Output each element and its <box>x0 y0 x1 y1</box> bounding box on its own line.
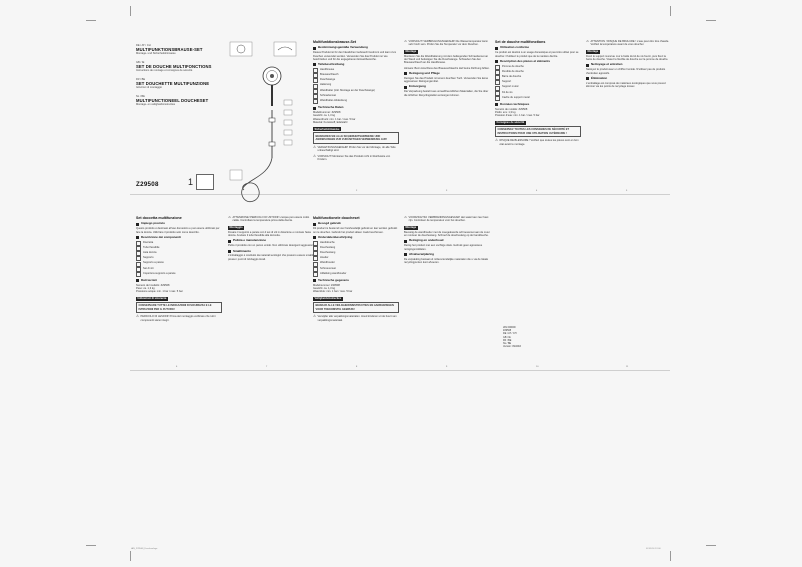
paragraph: Reinig het product met een vochtige doek. Gebruik geen agressieve reinigingsmiddelen. <box>404 244 483 251</box>
crop-mark <box>86 545 96 546</box>
safety-badge: Consignes de sécurité <box>496 121 525 125</box>
warning: ⚠ VERLETZUNGSGEFAHR! Prüfen Sie vor der Montage, ob alle Teile unbeschädigt sind. <box>313 145 396 153</box>
model-number: Z29508 <box>136 181 159 188</box>
panel-nl-2 <box>404 216 490 266</box>
language-code: FR / BE <box>136 78 146 81</box>
panel-it-1 <box>136 216 222 324</box>
paragraph: Bevestig de wandhouder met de meegeleverde schroevenset aan de muur en monteer de douchestang. Schroef de doucheslang op de handdouche. <box>404 230 490 238</box>
heading-square-icon <box>313 63 316 66</box>
tech-data: Modellnummer: Z29508 Gewicht: ca. 1,3 kg Wasserdruck: min. 1 bar / max. 5 bar Material: Kunststoff, Edelstahl <box>313 111 356 124</box>
heading-square-icon <box>313 236 316 239</box>
warning: ⚠ PERICOLO DI LESIONI! Prima del montaggio verificare che tutti i componenti siano integri. <box>136 314 216 322</box>
list-item: Douchestang <box>313 251 399 256</box>
page-number: 6 <box>176 366 178 368</box>
paragraph: De verpakking bestaat uit milieuvriendelijke materialen die u via de lokale recyclingpunten kunt afvoeren. <box>404 257 489 264</box>
list-item: Pomme de douche <box>495 65 581 70</box>
warning-triangle-icon: ⚠ <box>313 314 317 319</box>
panel-nl-1 <box>313 216 399 324</box>
subsection-heading: Technische Daten <box>313 106 399 110</box>
parts-list <box>313 241 399 277</box>
section-heading: Multifunktionsbrause-Set <box>313 40 357 44</box>
crop-mark <box>670 6 671 16</box>
safety-badge: Sicherheitshinweise <box>314 127 340 131</box>
section-badge: Montage <box>587 50 599 54</box>
safety-notice-box: BEWAHREN SIE ALLE SICHERHEITSHINWEISE UND ANWEISUNGEN ZUR ZUKÜNFTIGEN VERWENDUNG AUF! <box>313 132 399 144</box>
list-item: Schraubenset <box>313 94 399 99</box>
heading-square-icon <box>136 223 139 226</box>
list-item: Wandhalter-Abdeckung <box>313 99 399 104</box>
heading-square-icon <box>228 240 231 243</box>
heading-square-icon <box>228 250 231 253</box>
page-number: 7 <box>266 366 268 368</box>
product-title: SET DE DOUCHE MULTIFONCTIONS <box>136 64 212 69</box>
subsection-heading: Nettoyage et entretien <box>586 63 672 67</box>
warning-triangle-icon: ⚠ <box>404 40 408 43</box>
subsection-heading: Reiniging en onderhoud <box>404 239 490 243</box>
crop-mark <box>706 545 716 546</box>
paragraph: Questo prodotto è destinato all'uso domestico e può essere utilizzato per fare la doccia. Utilizzare il prodotto solo come descritto. <box>136 227 220 234</box>
heading-square-icon <box>313 279 316 282</box>
cover-image-box <box>196 174 214 190</box>
list-item: Wandhouder <box>313 261 399 266</box>
list-item: Wandhalter (inkl. Montage an der Duschstange) <box>313 89 399 94</box>
list-item: Duschstange <box>313 78 399 83</box>
fold-rule <box>130 370 670 371</box>
subsection-heading: Onderdelenbeschrijving <box>313 236 399 240</box>
heading-square-icon <box>495 47 498 50</box>
heading-square-icon <box>404 240 407 243</box>
list-item: Schroevenset <box>313 267 399 272</box>
warning-triangle-icon: ⚠ <box>586 40 590 43</box>
subsection-heading: Dati tecnici <box>136 279 222 283</box>
warning: ⚠ ATTENZIONE! PERICOLO DI USTIONI! L'acqua può essere molto calda. Controllare la temperatura prima della doccia. <box>228 216 310 223</box>
note: Hinweis: Beim Anschluss des Brauseschlauchs darf keine Dichtung fehlen. <box>404 66 490 70</box>
page-number: 10 <box>536 366 539 368</box>
list-item: Supporto <box>136 256 222 261</box>
tech-data: Modelnummer: Z29508 Gewicht: ca. 1,3 kg Waterdruk: min. 1 bar / max. 5 bar <box>313 283 353 294</box>
list-item: Afdekking wandhouder <box>313 272 399 277</box>
list-item: Doucheslang <box>313 246 399 251</box>
panel-fr-1 <box>495 40 581 148</box>
print-slug: IAN_Z29508_Druckvorlage <box>131 548 158 550</box>
paragraph: Dieses Produkt ist für den häuslichen Gebrauch bestimmt und kann zum Duschen verwendet werden. Verwenden Sie das Produkt nur wie beschrieben und für die angegebenen Einsatzbereiche. <box>313 51 397 61</box>
paragraph: Nettoyez le produit avec un chiffon humide. N'utilisez pas de produits d'entretien agressifs. <box>586 68 666 75</box>
parts-list <box>495 65 581 101</box>
list-item: Support <box>495 80 581 85</box>
heading-square-icon <box>495 60 498 63</box>
section-badge: Montaggio <box>229 226 243 230</box>
paragraph: Ce produit est destiné à un usage domestique et peut être utilisé pour se doucher. N'utilisez le produit que de la manière décrite. <box>495 51 579 58</box>
page-number: 4 <box>536 190 538 192</box>
paragraph: Montieren Sie die Wandhalterung mit dem beiliegenden Schraubenset an der Wand und befestigen Sie die Duschstange. Schrauben Sie den Brauseschlauch an die Handbrause. <box>404 54 489 65</box>
list-item: Brauseschlauch <box>313 73 399 78</box>
subsection-heading: Smaltimento <box>228 250 314 254</box>
page-number: 5 <box>626 190 628 192</box>
subsection-heading: Entsorgung <box>404 85 490 89</box>
subsection-heading: Description des pièces et éléments <box>495 60 581 64</box>
section-heading: Set doccetta multifunzione <box>136 216 182 220</box>
list-item: Handbrause <box>313 68 399 73</box>
warning: ⚠ VORSICHT! Montieren Sie das Produkt nicht in Reichweite von Kindern. <box>313 153 391 161</box>
list-item: Barre de douche <box>495 75 581 80</box>
section-heading: Multifunctionele doucheset <box>313 216 360 220</box>
language-code: NL / BE <box>136 95 145 98</box>
fold-rule <box>130 194 670 195</box>
list-item: Flexible de douche <box>495 70 581 75</box>
warning: ⚠ Verwijder alle verpakkingsmaterialen. Houd kinderen uit de buurt van verpakkingsmateriaal. <box>313 314 397 322</box>
product-title: SET DOUCHETTE MULTIFUNZIONE <box>136 81 210 86</box>
parts-list <box>313 68 399 104</box>
list-item: Copertura supporto a parete <box>136 272 222 277</box>
heading-square-icon <box>313 223 316 226</box>
product-title: MULTIFUNCTIONEEL DOUCHESET <box>136 98 209 103</box>
panel-de-1 <box>313 40 399 163</box>
parts-list <box>136 241 222 277</box>
page-number: 3 <box>446 190 448 192</box>
subsection-heading: Descrizione dei componenti <box>136 236 222 240</box>
list-item: Handdouche <box>313 241 399 246</box>
paragraph: Die Verpackung besteht aus umweltfreundlichen Materialien, die Sie über die örtlichen Recyclingstellen entsorgen können. <box>404 90 489 97</box>
shower-set-illustration <box>228 40 298 208</box>
subsection-heading: Élimination <box>586 77 672 81</box>
crop-mark <box>706 20 716 21</box>
paragraph: Reinigen Sie das Produkt mit einem feuchten Tuch. Verwenden Sie keine aggressiven Reinigungsmittel. <box>404 76 489 84</box>
list-item: Doccetta <box>136 241 222 246</box>
list-item: Tubo flessibile <box>136 246 222 251</box>
language-code: DE / AT / CH <box>136 44 151 47</box>
paragraph: L'imballaggio è costituito da materiali ecologici che possono essere smaltiti presso i punti di riciclaggio locali. <box>228 254 314 261</box>
warning: ⚠ RISQUE DE BLESSURE ! Vérifiez que toutes les pièces sont en bon état avant le montage. <box>495 138 579 146</box>
product-subtitle: Istruzioni di montaggio <box>136 86 162 89</box>
heading-square-icon <box>404 86 407 89</box>
cover-page-number: 1 <box>188 177 194 187</box>
warning: ⚠ VORSICHT! VERBRÜHUNGSGEFAHR! Die Wassertemperatur kann sehr hoch sein. Prüfen Sie die Temperatur vor dem Duschen. <box>404 40 488 47</box>
subsection-heading: Utilisation conforme <box>495 46 581 50</box>
product-subtitle: Montage- und Sicherheitshinweise <box>136 52 176 55</box>
product-subtitle: Montage- en veiligheidsinstructies <box>136 103 176 106</box>
paragraph: Dit product is bestemd voor huishoudelijk gebruik en kan worden gebruikt om te douchen. Gebruik het product alleen zoals beschreven. <box>313 227 398 234</box>
section-badge: Montage <box>405 226 417 230</box>
list-item: Halterung <box>313 83 399 88</box>
crop-mark <box>130 6 131 16</box>
language-code: GB / IE <box>136 61 145 64</box>
crop-mark <box>670 551 671 561</box>
subsection-heading: Reinigung und Pflege <box>404 72 490 76</box>
page-number: 8 <box>356 366 358 368</box>
subsection-heading: Bestimmungsgemäße Verwendung <box>313 46 399 50</box>
subsection-heading: Impiego previsto <box>136 222 222 226</box>
page-number: 11 <box>626 366 629 368</box>
safety-notice-box: CONSERVEZ TOUTES LES CONSIGNES DE SÉCURITÉ ET INSTRUCTIONS POUR UNE UTILISATION ULTÉRIEURE ! <box>495 126 581 138</box>
paragraph: Fixez le support mural au mur à l'aide du kit de vis fourni, puis fixez la barre de douche. Vissez le flexible de douche sur la pomme de douche. <box>586 54 669 62</box>
heading-square-icon <box>586 77 589 80</box>
subsection-heading: Beoogd gebruik <box>313 222 399 226</box>
list-item: Cache du support mural <box>495 96 581 101</box>
paragraph: Pulire il prodotto con un panno umido. Non utilizzare detergenti aggressivi. <box>228 244 314 248</box>
subsection-heading: Teilebeschreibung <box>313 63 399 67</box>
heading-square-icon <box>586 64 589 67</box>
crop-mark <box>130 551 131 561</box>
subsection-heading: Données techniques <box>495 103 581 107</box>
paragraph: Fissare il supporto a parete con il set di viti in dotazione e montare l'asta doccia. Avvitare il tubo flessibile alla doccetta. <box>228 230 311 238</box>
panel-fr-2 <box>586 40 672 90</box>
subsection-heading: Technische gegevens <box>313 279 399 283</box>
heading-square-icon <box>495 103 498 106</box>
warning-triangle-icon: ⚠ <box>228 216 232 219</box>
safety-notice-box: CONSERVARE TUTTE LE INDICAZIONI DI SICUREZZA E LE ISTRUZIONI PER IL FUTURO! <box>136 302 222 314</box>
crop-mark <box>86 20 96 21</box>
warning: ⚠ ATTENTION ! RISQUE DE BRÛLURE ! L'eau peut être très chaude. Vérifiez la température avant de vous doucher. <box>586 40 669 47</box>
list-item: Set di viti <box>136 267 222 272</box>
warning-triangle-icon: ⚠ <box>313 153 317 158</box>
list-item: Asta doccia <box>136 251 222 256</box>
list-item: Kit de vis <box>495 91 581 96</box>
warning-triangle-icon: ⚠ <box>404 216 408 219</box>
safety-badge: Indicazioni di sicurezza <box>137 297 167 301</box>
heading-square-icon <box>136 279 139 282</box>
warning-triangle-icon: ⚠ <box>495 138 499 143</box>
list-item: Support mural <box>495 85 581 90</box>
safety-notice-box: BEWAAR ALLE VEILIGHEIDSINSTRUCTIES EN AANWIJZINGEN VOOR TOEKOMSTIG GEBRUIK! <box>313 302 399 314</box>
panel-de-2 <box>404 40 490 99</box>
heading-square-icon <box>136 236 139 239</box>
page-number: 9 <box>446 366 448 368</box>
heading-square-icon <box>313 47 316 50</box>
heading-square-icon <box>313 107 316 110</box>
warning: ⚠ VOORZICHTIG! VERBRANDINGSGEVAAR! Het water kan zeer heet zijn. Controleer de temperatuur voor het douchen. <box>404 216 489 223</box>
page-number: 2 <box>356 190 358 192</box>
product-title: MULTIFUNKTIONSBRAUSE-SET <box>136 47 203 52</box>
tech-data: Numéro de modèle: Z29508 Poids: env. 1,3 kg Pression d'eau: min. 1 bar / max. 5 bar <box>495 107 540 118</box>
product-subtitle: Instructions de montage et consignes de sécurité <box>136 69 193 72</box>
warning-triangle-icon: ⚠ <box>136 314 140 319</box>
heading-square-icon <box>404 72 407 75</box>
section-heading: Set de douche multifonctions <box>495 40 546 44</box>
warning-triangle-icon: ⚠ <box>313 145 317 150</box>
section-badge: Montage <box>405 50 417 54</box>
safety-badge: Veiligheidsinstructies <box>314 297 342 301</box>
subsection-heading: Pulizia e manutenzione <box>228 239 314 243</box>
address-block: IAN 000000 Z29508 DE / AT / CH GB / IE FR / BE NL / BE Version: 09/2016 <box>503 326 521 349</box>
subsection-heading: Afvalverwijdering <box>404 253 490 257</box>
print-timestamp: 02.09.16 12:00 <box>646 548 661 550</box>
list-item: Houder <box>313 256 399 261</box>
list-item: Supporto a parete <box>136 261 222 266</box>
heading-square-icon <box>404 253 407 256</box>
paragraph: L'emballage est composé de matériaux écologiques que vous pouvez éliminer via les points de recyclage locaux. <box>586 81 666 88</box>
panel-it-2 <box>228 216 314 263</box>
tech-data: Numero del modello: Z29508 Peso: ca. 1,3 kg Pressione acqua: min. 1 bar / max. 5 bar <box>136 283 183 294</box>
